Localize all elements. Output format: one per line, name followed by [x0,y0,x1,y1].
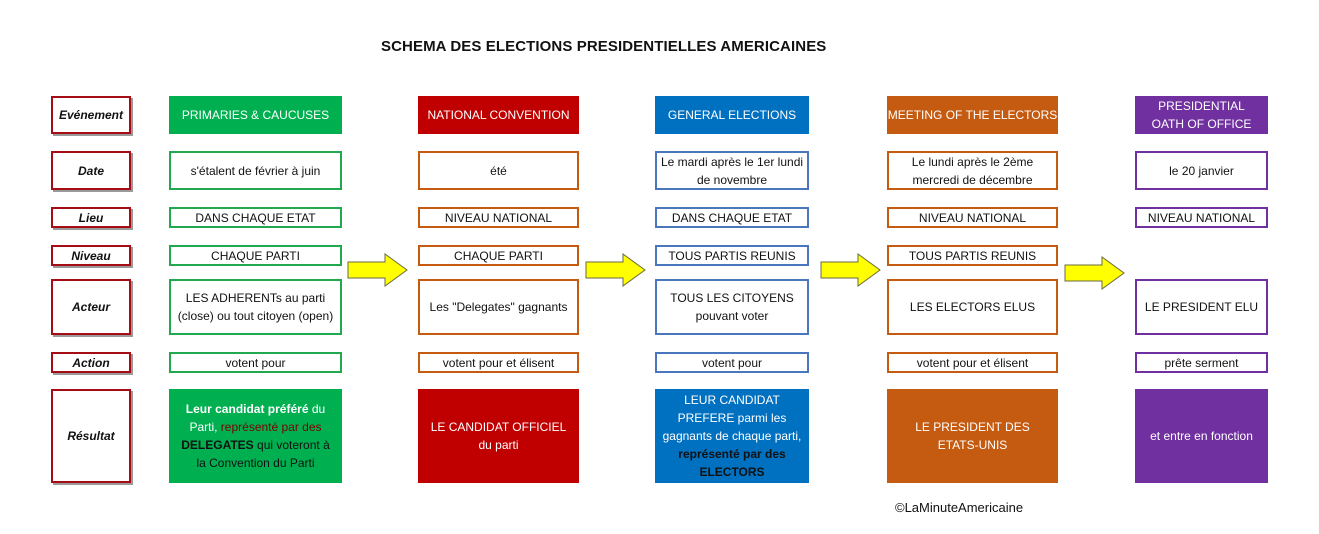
acteur-primaries-line2: (close) ou tout citoyen (open) [177,309,334,323]
resultat-primaries-delegates: DELEGATES [181,438,254,452]
row-label-acteur: Acteur [51,279,131,335]
row-label-niveau: Niveau [51,245,131,266]
resultat-general-elections-text: LEUR CANDIDAT PREFERE parmi les gagnants de chaque parti, [662,393,802,443]
row-label-evenement: Evénement [51,96,131,134]
action-meeting-electors: votent pour et élisent [887,352,1058,373]
arrow-icon [820,253,882,287]
resultat-primaries-tail: qui voteront à la Convention du Parti [196,438,330,470]
action-national-convention: votent pour et élisent [418,352,579,373]
acteur-general-elections-line2: pouvant voter [695,309,769,323]
acteur-primaries-line1: LES ADHERENTs au parti [185,291,326,305]
date-primaries: s'étalent de février à juin [169,151,342,190]
acteur-primaries [169,279,342,335]
action-oath-of-office: prête serment [1135,352,1268,373]
date-meeting-electors-line2: mercredi de décembre [912,172,1033,187]
event-primaries: PRIMARIES & CAUCUSES [169,96,342,134]
date-general-elections-line2: de novembre [696,172,768,187]
date-meeting-electors [887,151,1058,190]
copyright-text: ©LaMinuteAmericaine [895,500,1024,515]
acteur-national-convention: Les "Delegates" gagnants [418,279,579,335]
date-meeting-electors-line1: Le lundi après le 2ème [911,154,1034,169]
row-label-action: Action [51,352,131,373]
action-primaries: votent pour [169,352,342,373]
arrow-icon [347,253,409,287]
lieu-general-elections: DANS CHAQUE ETAT [655,207,809,228]
resultat-general-elections [655,389,809,483]
resultat-primaries-represente: représenté par des [217,420,322,434]
date-oath-of-office: le 20 janvier [1135,151,1268,190]
acteur-general-elections-line1: TOUS LES CITOYENS [670,291,794,305]
event-oath-of-office: PRESIDENTIAL OATH OF OFFICE [1135,96,1268,134]
acteur-oath-of-office: LE PRESIDENT ELU [1135,279,1268,335]
niveau-primaries: CHAQUE PARTI [169,245,342,266]
lieu-oath-of-office: NIVEAU NATIONAL [1135,207,1268,228]
event-meeting-electors: MEETING OF THE ELECTORS [887,96,1058,134]
niveau-meeting-electors: TOUS PARTIS REUNIS [887,245,1058,266]
acteur-general-elections [655,279,809,335]
date-general-elections-line1: Le mardi après le 1er lundi [660,154,804,169]
row-label-resultat: Résultat [51,389,131,483]
row-label-date: Date [51,151,131,190]
event-national-convention: NATIONAL CONVENTION [418,96,579,134]
lieu-national-convention: NIVEAU NATIONAL [418,207,579,228]
date-national-convention: été [418,151,579,190]
niveau-national-convention: CHAQUE PARTI [418,245,579,266]
acteur-meeting-electors: LES ELECTORS ELUS [887,279,1058,335]
resultat-meeting-electors: LE PRESIDENT DES ETATS-UNIS [887,389,1058,483]
niveau-general-elections: TOUS PARTIS REUNIS [655,245,809,266]
resultat-national-convention: LE CANDIDAT OFFICIEL du parti [418,389,579,483]
lieu-primaries: DANS CHAQUE ETAT [169,207,342,228]
resultat-primaries-bold: Leur candidat préféré [185,402,309,416]
event-general-elections: GENERAL ELECTIONS [655,96,809,134]
diagram-title: SCHEMA DES ELECTIONS PRESIDENTIELLES AMERICAINES [381,38,827,55]
date-general-elections [655,151,809,190]
resultat-primaries-rest: du Parti, [189,402,326,434]
resultat-primaries [169,389,342,483]
resultat-general-elections-bold: représenté par des ELECTORS [678,447,786,479]
arrow-icon [1064,256,1126,290]
lieu-meeting-electors: NIVEAU NATIONAL [887,207,1058,228]
arrow-icon [585,253,647,287]
resultat-oath-of-office: et entre en fonction [1135,389,1268,483]
row-label-lieu: Lieu [51,207,131,228]
action-general-elections: votent pour [655,352,809,373]
